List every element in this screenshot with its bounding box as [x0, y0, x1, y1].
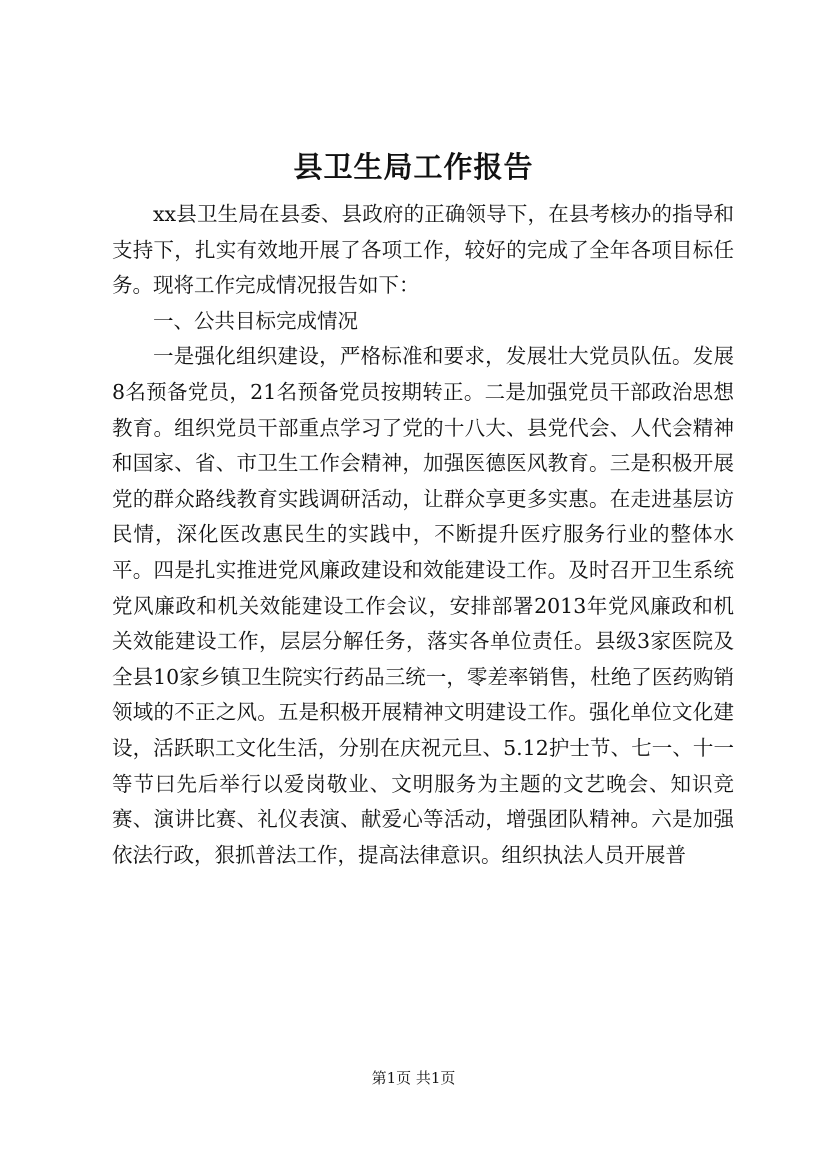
page-number: 第1页 共1页 [371, 1069, 456, 1087]
section-heading: 一、公共目标完成情况 [153, 308, 358, 333]
paragraph-intro: xx县卫生局在县委、县政府的正确领导下，在县考核办的指导和支持下，扎实有效地开展了各项工作，较好的完成了全年各项目标任务。现将工作完成情况报告如下： [112, 202, 734, 298]
paragraph-section-one: 一是强化组织建设，严格标准和要求，发展壮大党员队伍。发展8名预备党员，21名预备党员按期转正。二是加强党员干部政治思想教育。组织党员干部重点学习了党的十八大、县党代会、人代会精神和国家、省、市卫生工作会精神，加强医德医风教育。三是积极开展党的群众路线教育实践调研活动，让群众享更多实惠。在走进基层访民情，深化医改惠民生的实践中，不断提升医疗服务行业的整体水平。四是扎实推进党风廉政建设和效能建设工作。及时召开卫生系统党风廉政和机关效能建设工作会议，安排部署2013年党风廉政和机关效能建设工作，层层分解任务，落实各单位责任。县级3家医院及全县10家乡镇卫生院实行药品三统一，零差率销售，杜绝了医药购销领域的不正之风。五是积极开展精神文明建设工作。强化单位文化建设，活跃职工文化生活，分别在庆祝元旦、5.12护士节、七一、十一等节曰先后举行以爱岗敬业、文明服务为主题的文艺晚会、知识竞赛、演讲比赛、礼仪表演、献爱心等活动，增强团队精神。六是加强依法行政，狠抓普法工作，提高法律意识。组织执法人员开展普 [112, 344, 734, 867]
document-body [112, 197, 734, 873]
page-footer [0, 1068, 827, 1088]
document-title: 县卫生局工作报告 [293, 150, 534, 184]
